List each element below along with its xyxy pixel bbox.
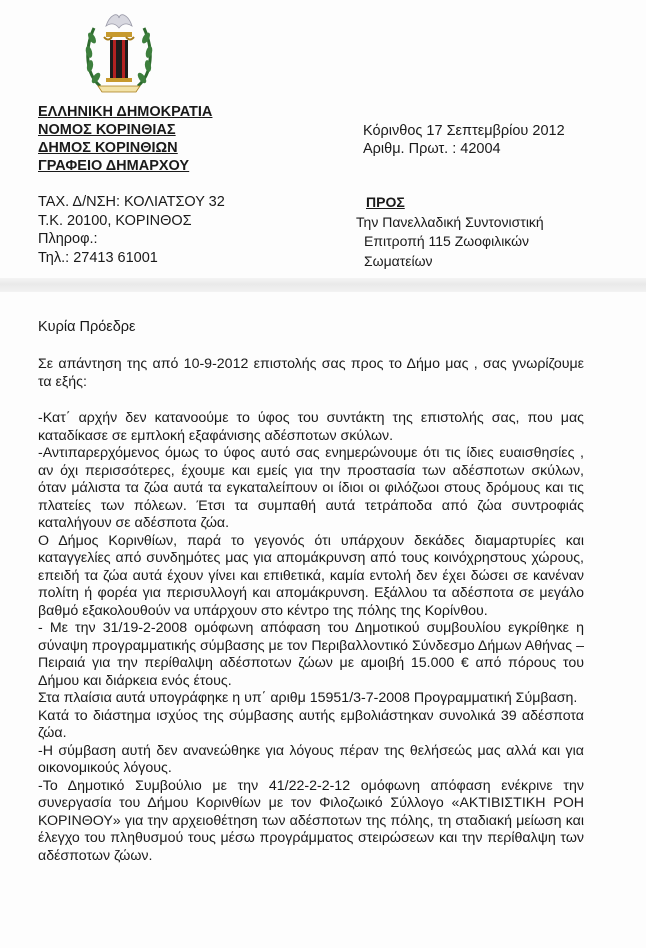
salutation: Κυρία Πρόεδρε bbox=[38, 319, 136, 335]
phone-number: Τηλ.: 27413 61001 bbox=[38, 249, 158, 266]
body-paragraph: Ο Δήμος Κορινθίων, παρά το γεγονός ότι υπάρχουν δεκάδες διαμαρτυρίες και καταγγελίες από συνδημότες μας για απομάκρυνση από τους κοινόχρηστους χώρους, επειδή τα ζώα αυτά έχουν γίνει και επιθετικά, καμία εντολή δεν έχει δώσει σε κανέναν πολίτη ή φορέα για περισυλλογή και απομάκρυνση. Εξάλλου τα αδέσποτα σε μεγάλο βαθμό εξακολουθούν να υπάρχουν στο κέντρο της πόλης της Κορίνθου. bbox=[38, 532, 584, 619]
to-label: ΠΡΟΣ bbox=[366, 194, 405, 210]
issuer-line-country: ΕΛΛΗΝΙΚΗ ΔΗΜΟΚΡΑΤΙΑ bbox=[38, 104, 213, 120]
postal-address: ΤΑΧ. Δ/ΝΣΗ: ΚΟΛΙΑΤΣΟΥ 32 bbox=[38, 194, 225, 210]
letter-body bbox=[38, 356, 584, 865]
recipient-line-2: Επιτροπή 115 Ζωοφιλικών bbox=[364, 233, 530, 249]
body-paragraph: -Κατ΄ αρχήν δεν κατανοούμε το ύφος του συντάκτη της επιστολής σας, που μας καταδίκασε σε εμπλοκή εξαφάνισης αδέσποτων σκύλων. bbox=[38, 410, 584, 444]
protocol-number: Αριθμ. Πρωτ. : 42004 bbox=[363, 141, 501, 157]
paragraph-spacer bbox=[38, 391, 584, 410]
scan-shadow bbox=[0, 278, 646, 292]
body-paragraph: -Η σύμβαση αυτή δεν ανανεώθηκε για λόγους πέραν της θελήσεώς μας αλλά και για οικονομικούς λόγους. bbox=[38, 742, 584, 776]
intro-paragraph: Σε απάντηση της από 10-9-2012 επιστολής σας προς το Δήμο μας , σας γνωρίζουμε τα εξής: bbox=[38, 356, 584, 390]
body-paragraph: Κατά το διάστημα ισχύος της σύμβασης αυτής εμβολιάστηκαν συνολικά 39 αδέσποτα ζώα. bbox=[38, 707, 584, 741]
contact-block bbox=[38, 193, 225, 267]
issuer-line-prefecture: ΝΟΜΟΣ ΚΟΡΙΝΘΙΑΣ bbox=[38, 122, 176, 138]
municipality-emblem-logo bbox=[80, 8, 158, 96]
issuer-line-municipality: ΔΗΜΟΣ ΚΟΡΙΝΘΙΩΝ bbox=[38, 140, 178, 156]
issuer-line-office: ΓΡΑΦΕΙΟ ΔΗΜΑΡΧΟΥ bbox=[38, 158, 190, 174]
recipient-line-1: Την Πανελλαδική Συντονιστική bbox=[356, 213, 544, 230]
postal-code-city: Τ.Κ. 20100, ΚΟΡΙΝΘΟΣ bbox=[38, 212, 192, 229]
body-paragraph: - Με την 31/19-2-2008 ομόφωνη απόφαση του Δημοτικού συμβουλίου εγκρίθηκε η σύναψη προγραμματικής σύμβασης με τον Περιβαλλοντικό Σύνδεσμο Δήμων Αθήνας –Πειραιά για την περίθαλψη αδέσποτων ζώων με αμοιβή 15.000 € από πόρους του Δήμου και διάρκεια ενός έτους. bbox=[38, 620, 584, 689]
recipient-block bbox=[356, 193, 544, 271]
issuer-header bbox=[38, 103, 212, 175]
body-paragraph: Στα πλαίσια αυτά υπογράφηκε η υπ΄ αριθμ 15951/3-7-2008 Προγραμματική Σύμβαση. bbox=[38, 690, 578, 706]
recipient-line-3: Σωματείων bbox=[364, 252, 433, 269]
date-protocol-block bbox=[363, 122, 565, 158]
place-date: Κόρινθος 17 Σεπτεμβρίου 2012 bbox=[363, 123, 565, 139]
body-paragraph: -Αντιπαρερχόμενος όμως το ύφος αυτό σας ενημερώνουμε ότι τις ίδιες ευαισθησίες , αν όχι περισσότερες, έχουμε και εμείς για την προστασία των αδέσποτων σκύλων, όταν μάλιστα τα ζώα αυτά τα εγκαταλείπουν οι ίδιοι οι φιλόζωοι στους δρόμους και τις πλατείες των πόλεων. Έτσι τα συμπαθή αυτά τετράποδα από ζώα συντροφιάς καταλήγουν σε αδέσποτα ζώα. bbox=[38, 445, 584, 531]
info-label: Πληροφ.: bbox=[38, 231, 98, 247]
body-paragraph: -Το Δημοτικό Συμβούλιο με την 41/22-2-2-12 ομόφωνη απόφαση ενέκρινε την συνεργασία του Δήμου Κορινθίων με τον Φιλοζωικό Σύλλογο «ΑΚΤΙΒΙΣΤΙΚΗ ΡΟΗ ΚΟΡΙΝΘΟΥ» για την αρχειοθέτηση των αδέσποτων της πόλης, τη σταδιακή μείωση και έλεγχο του πληθυσμού τους μέσω προγράμματος στειρώσεων και την περίθαλψη των αδέσποτων ζώων. bbox=[38, 777, 584, 864]
